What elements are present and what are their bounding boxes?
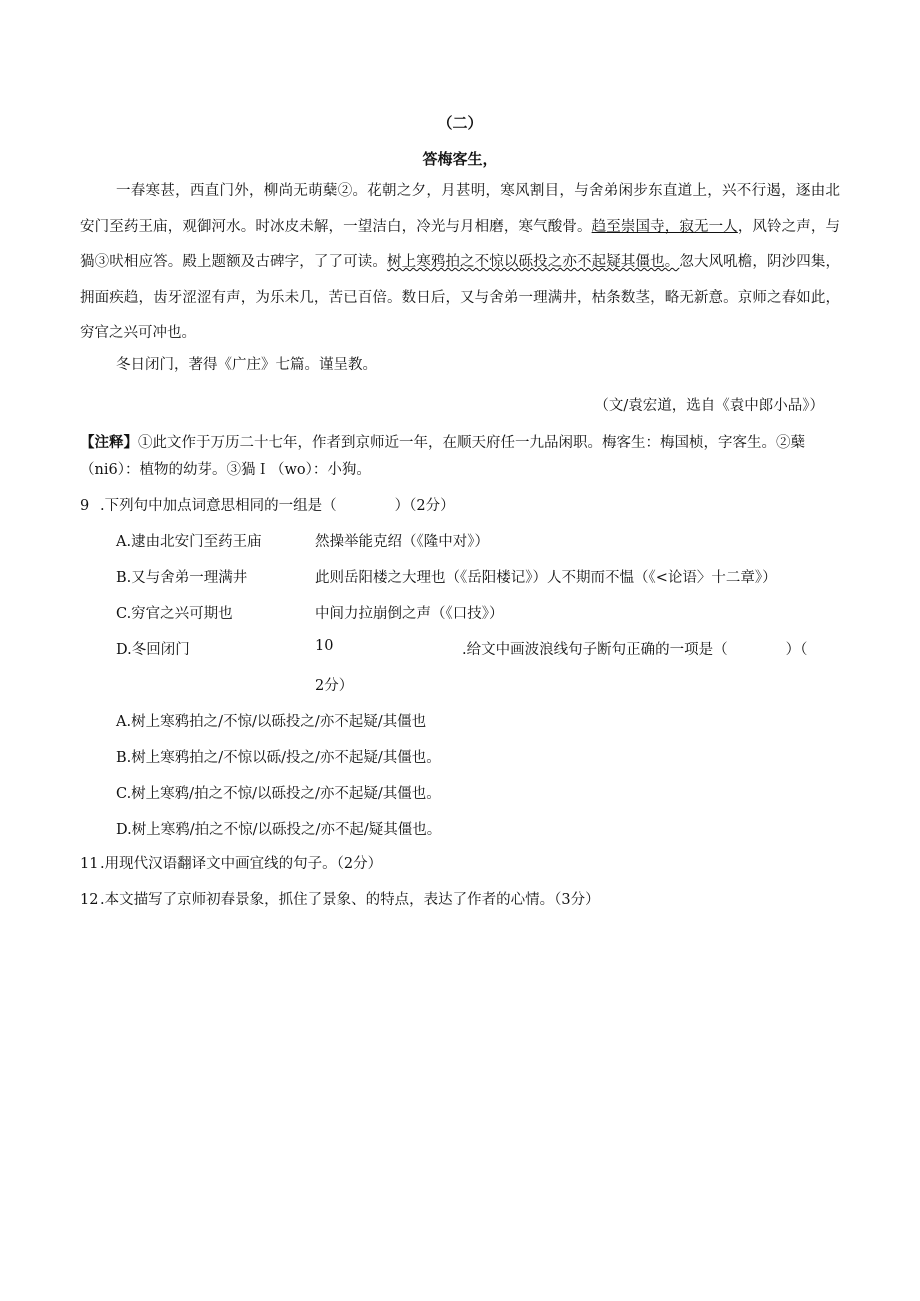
passage-title: 答梅客生， [422, 150, 498, 168]
section-label: （二） [437, 114, 483, 132]
passage-source: （文/袁宏道，选自《袁中郎小品》） [594, 398, 824, 414]
underlined-sentence: 趋至崇国寺，寂无一人 [591, 218, 738, 235]
q10-option-b: B.树上寒鸦拍之/不惊以砾/投之/亦不起疑/其僵也。 [116, 750, 441, 766]
question-stem: .本文描写了京师初春景象，抓住了景象、的特点，表达了作者的心情。（3分） [100, 892, 600, 908]
question-10-stem-continued: 2分） [315, 678, 354, 694]
option-a-right: 然操举能克绍（《隆中对》） [315, 534, 489, 550]
passage-paragraph-1 [80, 174, 840, 352]
question-10-stem: .给文中画波浪线句子断句正确的一项是（ ）（ [462, 642, 808, 658]
question-number: 9 [80, 498, 90, 514]
wavy-underlined-sentence: 树上寒鸦拍之不惊以砾投之亦不起疑其僵也。 [386, 254, 680, 270]
annotation [80, 430, 842, 484]
question-12 [80, 888, 600, 909]
option-a-left: A.逮由北安门至药王庙 [116, 534, 262, 550]
passage-text: 一春寒甚，西直门外，柳尚无萌蘖②。花朝之夕，月甚明，寒风割目，与舍弟闲步东直道上，兴不行遏，逐由北安门至药王庙，观御河水。时冰皮未解，一望洁白，冷光与月相磨，寒气酸骨。 [80, 183, 840, 235]
question-10-number: 10 [315, 638, 334, 654]
option-b-right: 此则岳阳楼之大理也（《岳阳楼记》）人不期而不愠（《<论语〉十二章》） [315, 570, 777, 586]
question-9 [80, 494, 455, 515]
question-number: 12 [80, 892, 99, 908]
annotation-text: ①此文作于万历二十七年，作者到京师近一年，在顺天府任一九品闲职。梅客生：梅国桢，字客生。②蘖（ni6）：植物的幼芽。③猧Ｉ（wo）：小狗。 [80, 435, 805, 478]
question-stem: .下列句中加点词意思相同的一组是（ ）（2分） [100, 498, 455, 514]
option-d-left: D.冬回闭门 [116, 642, 190, 658]
question-number: 11 [80, 856, 99, 872]
passage-text: 忽大风吼檐，阴沙四集，拥面疾趋，齿牙涩涩有声，为乐未几，苦已百倍。数日后，又与舍弟一理满井，枯条数茎，略无新意。京师之春如此，穷官之兴可冲也。 [80, 254, 841, 341]
q10-option-c: C.树上寒鸦/拍之不惊/以砾投之/亦不起疑/其僵也。 [116, 786, 441, 802]
annotation-label: 【注释】 [80, 435, 138, 451]
question-11 [80, 852, 382, 873]
option-b-left: B.又与舍弟一理满井 [116, 570, 248, 586]
question-stem: .用现代汉语翻译文中画宜线的句子。（2分） [100, 856, 383, 872]
q10-option-d: D.树上寒鸦/拍之不惊/以砾投之/亦不起/疑其僵也。 [116, 822, 442, 838]
passage-text: ，风铃之声，与猧③吠相应答。殿上题额及古碑字，了了可读。 [80, 218, 841, 270]
option-c-right: 中间力拉崩倒之声（《口技》） [315, 606, 504, 622]
passage-paragraph-2: 冬日闭门，著得《广庄》七篇。谨呈教。 [116, 357, 377, 373]
option-c-left: C.穷官之兴可期也 [116, 606, 233, 622]
q10-option-a: A.树上寒鸦拍之/不惊/以砾投之/亦不起疑/其僵也 [116, 714, 427, 730]
